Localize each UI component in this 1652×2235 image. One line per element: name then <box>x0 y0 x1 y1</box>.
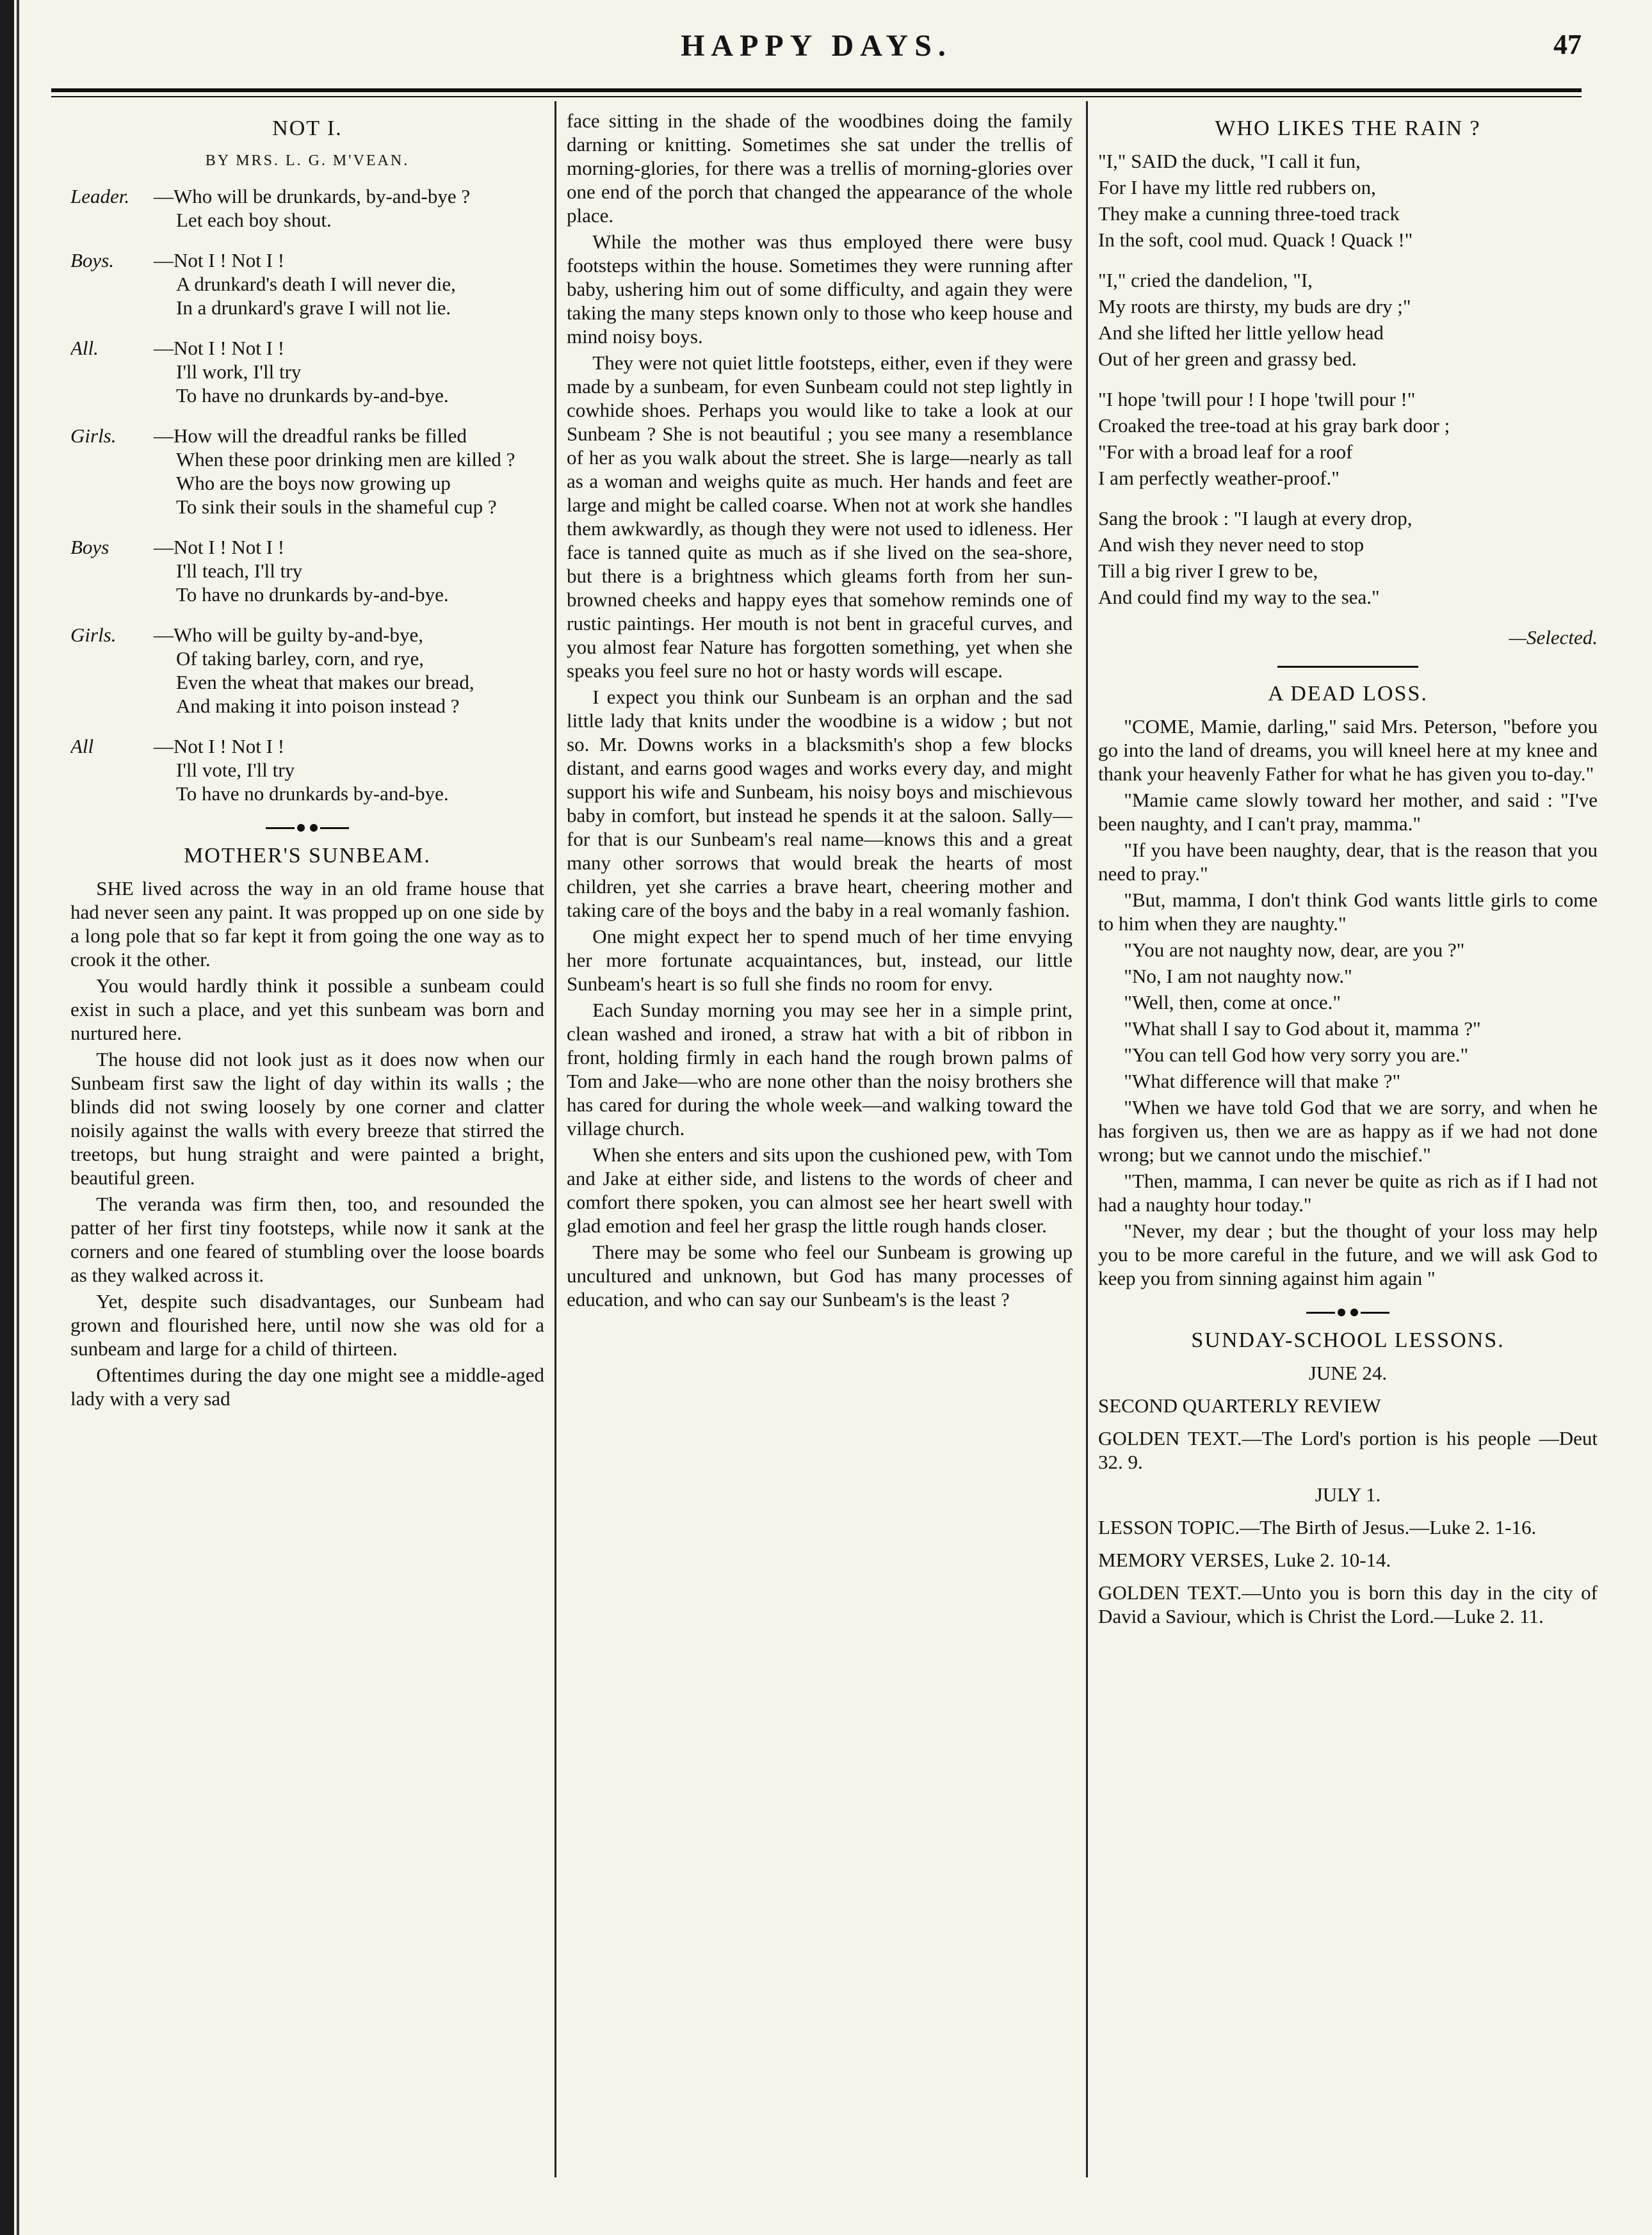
dead-loss-title: A DEAD LOSS. <box>1268 682 1428 706</box>
poem-stanza <box>70 248 544 319</box>
poem-line: Let each boy shout. <box>176 209 332 231</box>
column-divider <box>1086 101 1088 2177</box>
page-edge-line <box>17 0 19 2235</box>
paragraph: Oftentimes during the day one might see a middle-aged lady with a very sad <box>70 1364 544 1410</box>
rain-poem-title: WHO LIKES THE RAIN ? <box>1215 117 1481 140</box>
poem-line: I'll teach, I'll try <box>176 560 303 582</box>
poem-line: "I," cried the dandelion, "I, <box>1098 269 1313 291</box>
poem-line: And wish they never need to stop <box>1098 533 1364 556</box>
speaker-name: Girls. <box>70 424 117 447</box>
poem-line: To have no drunkards by-and-bye. <box>176 583 449 606</box>
poem-line: Till a big river I grew to be, <box>1098 560 1318 582</box>
golden-text-label: GOLDEN TEXT. <box>1098 1427 1242 1449</box>
poem-line: Who are the boys now growing up <box>176 472 451 494</box>
poem-line <box>70 248 544 272</box>
paragraph: While the mother was thus employed there were busy footsteps within the house. Sometimes they were running after baby, ushering him out of some difficulty, and again they were taking the many steps known only to those who keep house and mind noisy boys. <box>567 230 1073 348</box>
speaker-name: All. <box>70 337 99 359</box>
poem-line: To have no drunkards by-and-bye. <box>176 782 449 805</box>
poem-line <box>70 734 544 758</box>
lesson-review: SECOND QUARTERLY REVIEW <box>1098 1394 1381 1417</box>
poem-line: "I hope 'twill pour ! I hope 'twill pour !" <box>1098 388 1416 410</box>
dead-loss-body <box>1098 714 1598 1290</box>
lessons-title: SUNDAY-SCHOOL LESSONS. <box>1191 1328 1505 1352</box>
paragraph: One might expect her to spend much of her time envying her more fortunate acquaintances, but, instead, our little Sunbeam's heart is so full she finds no room for envy. <box>567 925 1073 995</box>
paragraph: "COME, Mamie, darling," said Mrs. Peterson, "before you go into the land of dreams, you will kneel here at my knee and thank your heavenly Father for what he has given you to-day." <box>1098 715 1598 785</box>
poem-line-text: —Not I ! Not I ! <box>154 249 285 271</box>
poem-line: I'll vote, I'll try <box>176 759 295 781</box>
poem-line: I'll work, I'll try <box>176 360 302 383</box>
poem-line: Of taking barley, corn, and rye, <box>176 647 425 670</box>
section-divider <box>266 823 349 832</box>
page-number: 47 <box>1553 29 1582 60</box>
column-divider <box>555 101 556 2177</box>
poem-line-text: —Not I ! Not I ! <box>154 536 285 558</box>
poem-stanza <box>70 336 544 407</box>
poem-line-text: —Who will be guilty by-and-bye, <box>154 624 423 646</box>
poem-body <box>70 184 544 805</box>
paragraph: "What shall I say to God about it, mamma ?" <box>1124 1017 1481 1040</box>
paragraph: You would hardly think it possible a sunbeam could exist in such a place, and yet this sunbeam was born and nurtured here. <box>70 974 544 1044</box>
sunday-school-lessons <box>1098 1328 1598 1628</box>
paragraph: Yet, despite such disadvantages, our Sunbeam had grown and flourished here, until now she was old for a sunbeam and large for a child of thirteen. <box>70 1290 544 1360</box>
lesson-topic-label: LESSON TOPIC. <box>1098 1516 1240 1538</box>
story-body-part-1 <box>70 876 544 1410</box>
poem-line-text: —Not I ! Not I ! <box>154 735 285 757</box>
poem-stanza <box>70 734 544 805</box>
poem-stanza <box>1098 506 1598 609</box>
paragraph: When she enters and sits upon the cushioned pew, with Tom and Jake at either side, and listens to the words of cheer and comfort there spoken, you can almost see her heart swell with glad emotion and feel her grasp the little rough hands closer. <box>567 1143 1073 1237</box>
poem-line: A drunkard's death I will never die, <box>176 273 456 295</box>
paragraph: "What difference will that make ?" <box>1124 1070 1401 1092</box>
lesson-date: JULY 1. <box>1315 1483 1381 1506</box>
memory-verses <box>1098 1548 1598 1572</box>
memory-verses-body: Luke 2. 10-14. <box>1269 1549 1391 1571</box>
poem-line: And could find my way to the sea." <box>1098 586 1380 608</box>
rain-credit: —Selected. <box>1509 626 1598 649</box>
column-1 <box>70 109 544 2165</box>
lesson-topic <box>1098 1515 1598 1539</box>
poem-line <box>70 623 544 647</box>
poem-line: Croaked the tree-toad at his gray bark door ; <box>1098 414 1450 437</box>
paragraph: "Mamie came slowly toward her mother, and said : "I've been naughty, and I can't pray, mamma." <box>1098 789 1598 835</box>
poem-line <box>70 424 544 448</box>
publication-title: HAPPY DAYS. <box>681 29 952 63</box>
header-rule <box>51 88 1582 92</box>
poem-line-text: —Not I ! Not I ! <box>154 337 285 359</box>
golden-text-body: —The Lord's portion is his people —Deut 32. 9. <box>1098 1427 1598 1473</box>
column-3 <box>1098 109 1598 2165</box>
poem-line: I am perfectly weather-proof." <box>1098 467 1340 489</box>
poem-stanza <box>1098 149 1598 252</box>
paragraph: "Well, then, come at once." <box>1124 991 1341 1013</box>
page-header <box>51 19 1582 83</box>
poem-line: And she lifted her little yellow head <box>1098 321 1384 344</box>
poem-line: To sink their souls in the shameful cup ? <box>176 496 497 518</box>
poem-line: My roots are thirsty, my buds are dry ;" <box>1098 295 1411 318</box>
paragraph: There may be some who feel our Sunbeam is growing up uncultured and unknown, but God has many processes of education, and who can say our Sunbeam's is the least ? <box>567 1241 1073 1311</box>
poem-line: Even the wheat that makes our bread, <box>176 671 474 693</box>
lesson-date: JUNE 24. <box>1308 1362 1388 1384</box>
poem-line <box>70 336 544 360</box>
section-divider <box>1306 1308 1389 1317</box>
golden-text <box>1098 1426 1598 1474</box>
poem-stanza <box>1098 387 1598 490</box>
poem-line: In a drunkard's grave I will not lie. <box>176 296 451 319</box>
poem-stanza <box>70 623 544 718</box>
poem-stanza <box>70 535 544 606</box>
poem-line-text: —Who will be drunkards, by-and-bye ? <box>154 185 471 207</box>
rain-poem-body <box>1098 149 1598 609</box>
paragraph: They were not quiet little footsteps, either, even if they were made by a sunbeam, for even Sunbeam could not step lightly in cowhide shoes. Perhaps you would like to take a look at our Sunbeam ? She is not beautiful ; you see many a resemblance of her as you walk about the street. She is large—nearly as tall as a woman and weighs quite as much. Her hands and feet are large and might be called coarse. When not at work she handles them awkwardly, as though they were not used to idleness. Her face is tanned quite as much as if she lived on the sea-shore, but there is a brightness which gleams forth from her sun-browned cheeks and happy eyes that somehow reminds one of rustic paintings. Her mouth is not bent in graceful curves, and you almost fear Nature has forgotten something, yet when she speaks you feel sure no hot or hasty words will escape. <box>567 351 1073 682</box>
story-body-part-2 <box>567 109 1073 1311</box>
column-2 <box>567 109 1073 2165</box>
golden-text-body: —Unto you is born this day in the city of David a Saviour, which is Christ the Lord.—Luke 2. 11. <box>1098 1581 1598 1627</box>
poem-line: For I have my little red rubbers on, <box>1098 176 1376 198</box>
poem-title: NOT I. <box>272 117 343 140</box>
story-title: MOTHER'S SUNBEAM. <box>184 844 431 867</box>
paragraph: The veranda was firm then, too, and resounded the patter of her first tiny footsteps, while now it sank at the corners and one feared of stumbling over the loose boards as they walked across it. <box>70 1193 544 1286</box>
paragraph: I expect you think our Sunbeam is an orphan and the sad little lady that knits under the woodbine is a widow ; but not so. Mr. Downs works in a blacksmith's shop a few blocks distant, and earns good wages and works every day, and might support his wife and Sunbeam, his noisy boys and mischievous baby in comfort, but instead he spends it at the saloon. Sally—for that is our Sunbeam's real name—knows this and a great many other sorrows that would break the hearts of most children, yet she carries a brave heart, cheering mother and taking care of the boys and the baby in a real womanly fashion. <box>567 686 1073 921</box>
speaker-name: Leader. <box>70 185 130 207</box>
lesson-topic-body: —The Birth of Jesus.—Luke 2. 1-16. <box>1240 1516 1537 1538</box>
paragraph: "When we have told God that we are sorry, and when he has forgiven us, then we are as happy as if we had not done wrong; but we cannot undo the mischief." <box>1098 1096 1598 1166</box>
poem-line: And making it into poison instead ? <box>176 695 460 717</box>
poem-line: Out of her green and grassy bed. <box>1098 348 1357 370</box>
speaker-name: All <box>70 735 94 757</box>
poem-stanza <box>1098 268 1598 371</box>
paragraph: "You are not naughty now, dear, are you ?" <box>1124 939 1465 961</box>
speaker-name: Girls. <box>70 624 117 646</box>
poem-stanza <box>70 184 544 232</box>
header-rule-thin <box>51 96 1582 97</box>
golden-text-label: GOLDEN TEXT. <box>1098 1581 1242 1604</box>
page-edge-shadow <box>0 0 14 2235</box>
poem-line <box>70 535 544 559</box>
paragraph: "But, mamma, I don't think God wants little girls to come to him when they are naughty." <box>1098 889 1598 935</box>
paragraph: "If you have been naughty, dear, that is the reason that you need to pray." <box>1098 839 1598 885</box>
poem-byline: BY MRS. L. G. M'VEAN. <box>205 152 410 169</box>
speaker-name: Boys <box>70 536 109 558</box>
memory-verses-label: MEMORY VERSES, <box>1098 1549 1270 1571</box>
paragraph: "Then, mamma, I can never be quite as rich as if I had not had a naughty hour today." <box>1098 1170 1598 1216</box>
paragraph: face sitting in the shade of the woodbines doing the family darning or knitting. Sometimes she sat under the trellis of morning-glories, for there was a trellis of morning-glories over one end of the porch that changed the appearance of the whole place. <box>567 109 1073 227</box>
poem-line <box>70 184 544 208</box>
poem-line: To have no drunkards by-and-bye. <box>176 384 449 407</box>
poem-line: They make a cunning three-toed track <box>1098 202 1400 225</box>
paragraph: The house did not look just as it does now when our Sunbeam first saw the light of day within its walls ; the blinds did not swing loosely by one corner and clatter noisily against the walls with every breeze that stirred the treetops, but hung straight and were painted a bright, beautiful green. <box>70 1048 544 1189</box>
speaker-name: Boys. <box>70 249 115 271</box>
golden-text <box>1098 1581 1598 1628</box>
poem-stanza <box>70 424 544 519</box>
paragraph: "No, I am not naughty now." <box>1124 965 1352 987</box>
paragraph: "You can tell God how very sorry you are." <box>1124 1044 1469 1066</box>
poem-line: Sang the brook : "I laugh at every drop, <box>1098 507 1413 529</box>
poem-line-text: —How will the dreadful ranks be filled <box>154 424 467 447</box>
poem-line: "For with a broad leaf for a roof <box>1098 440 1353 463</box>
poem-line: "I," SAID the duck, "I call it fun, <box>1098 150 1361 172</box>
section-divider <box>1277 666 1418 668</box>
paragraph: "Never, my dear ; but the thought of your loss may help you to be more careful in the future, and we will ask God to keep you from sinning against him again " <box>1098 1220 1598 1289</box>
poem-line: In the soft, cool mud. Quack ! Quack !" <box>1098 229 1413 251</box>
paragraph: Each Sunday morning you may see her in a simple print, clean washed and ironed, a straw hat with a bit of ribbon in front, holding firmly in each hand the rough brown palms of Tom and Jake—who are none other than the noisy brothers she has cared for during the whole week—and walking toward the village church. <box>567 999 1073 1140</box>
paragraph: SHE lived across the way in an old frame house that had never seen any paint. It was propped up on one side by a long pole that so far kept it from going the one way as to crook it the other. <box>70 877 544 971</box>
poem-line: When these poor drinking men are killed ? <box>176 448 515 471</box>
